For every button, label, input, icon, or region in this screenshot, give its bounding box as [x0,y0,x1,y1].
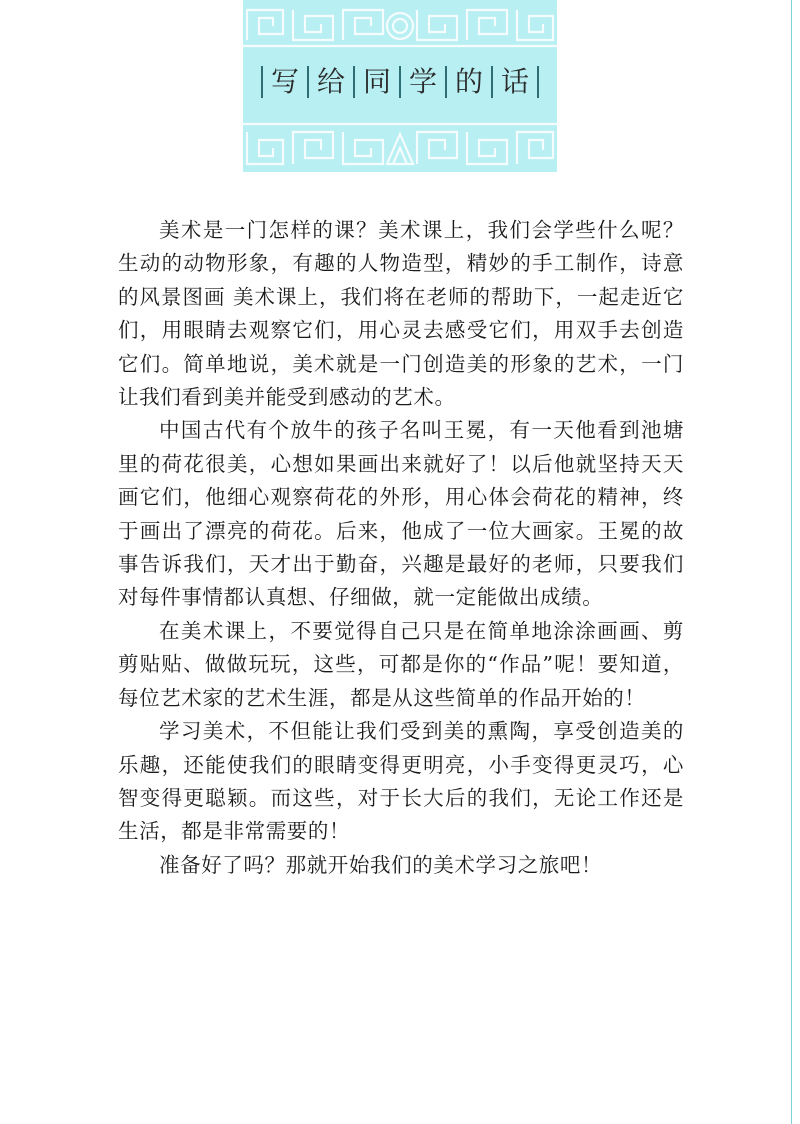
title-divider [261,66,263,98]
page-title [243,60,557,104]
title-divider [399,66,401,98]
title-divider [537,66,539,98]
paragraph: 学习美术，不但能让我们受到美的熏陶，享受创造美的乐趣，还能使我们的眼睛变得更明亮，小手变得更灵巧，心智变得更聪颖。而这些，对于长大后的我们，无论工作还是生活，都是非常需要的！ [118,719,684,844]
fret-pattern-bottom [243,120,557,172]
title-char: 给 [316,65,345,98]
paragraph: 美术是一门怎样的课？美术课上，我们会学些什么呢？生动的动物形象，有趣的人物造型，精妙的手工制作，诗意的风景图画 美术课上，我们将在老师的帮助下，一起走近它们，用眼睛去观察它们，用心灵去感受它们，用双手去创造它们。简单地说，美术就是一门创造美的形象的艺术，一门让我们看到美并能受到感动的艺术。 [118,218,684,410]
paragraph: 中国古代有个放牛的孩子名叫王冕，有一天他看到池塘里的荷花很美，心想如果画出来就好了！以后他就坚持天天画它们，他细心观察荷花的外形，用心体会荷花的精神，终于画出了漂亮的荷花。后来，他成了一位大画家。王冕的故事告诉我们，天才出于勤奋，兴趣是最好的老师，只要我们对每件事情都认真想、仔细做，就一定能做出成绩。 [118,418,684,610]
title-char: 的 [455,65,484,98]
fret-pattern-top [243,0,557,50]
page-edge-line [791,0,792,1124]
title-divider [445,66,447,98]
paragraph: 准备好了吗？那就开始我们的美术学习之旅吧！ [159,852,603,877]
title-banner [243,0,557,172]
title-char: 话 [501,65,530,98]
paragraph: 在美术课上，不要觉得自己只是在简单地涂涂画画、剪剪贴贴、做做玩玩，这些，可都是你的“作品”呢！要知道，每位艺术家的艺术生涯，都是从这些简单的作品开始的！ [118,618,684,710]
letter-body [118,214,684,882]
title-char: 写 [270,65,299,98]
title-char: 学 [409,65,438,98]
title-divider [491,66,493,98]
title-char: 同 [362,65,391,98]
title-divider [307,66,309,98]
title-divider [353,66,355,98]
